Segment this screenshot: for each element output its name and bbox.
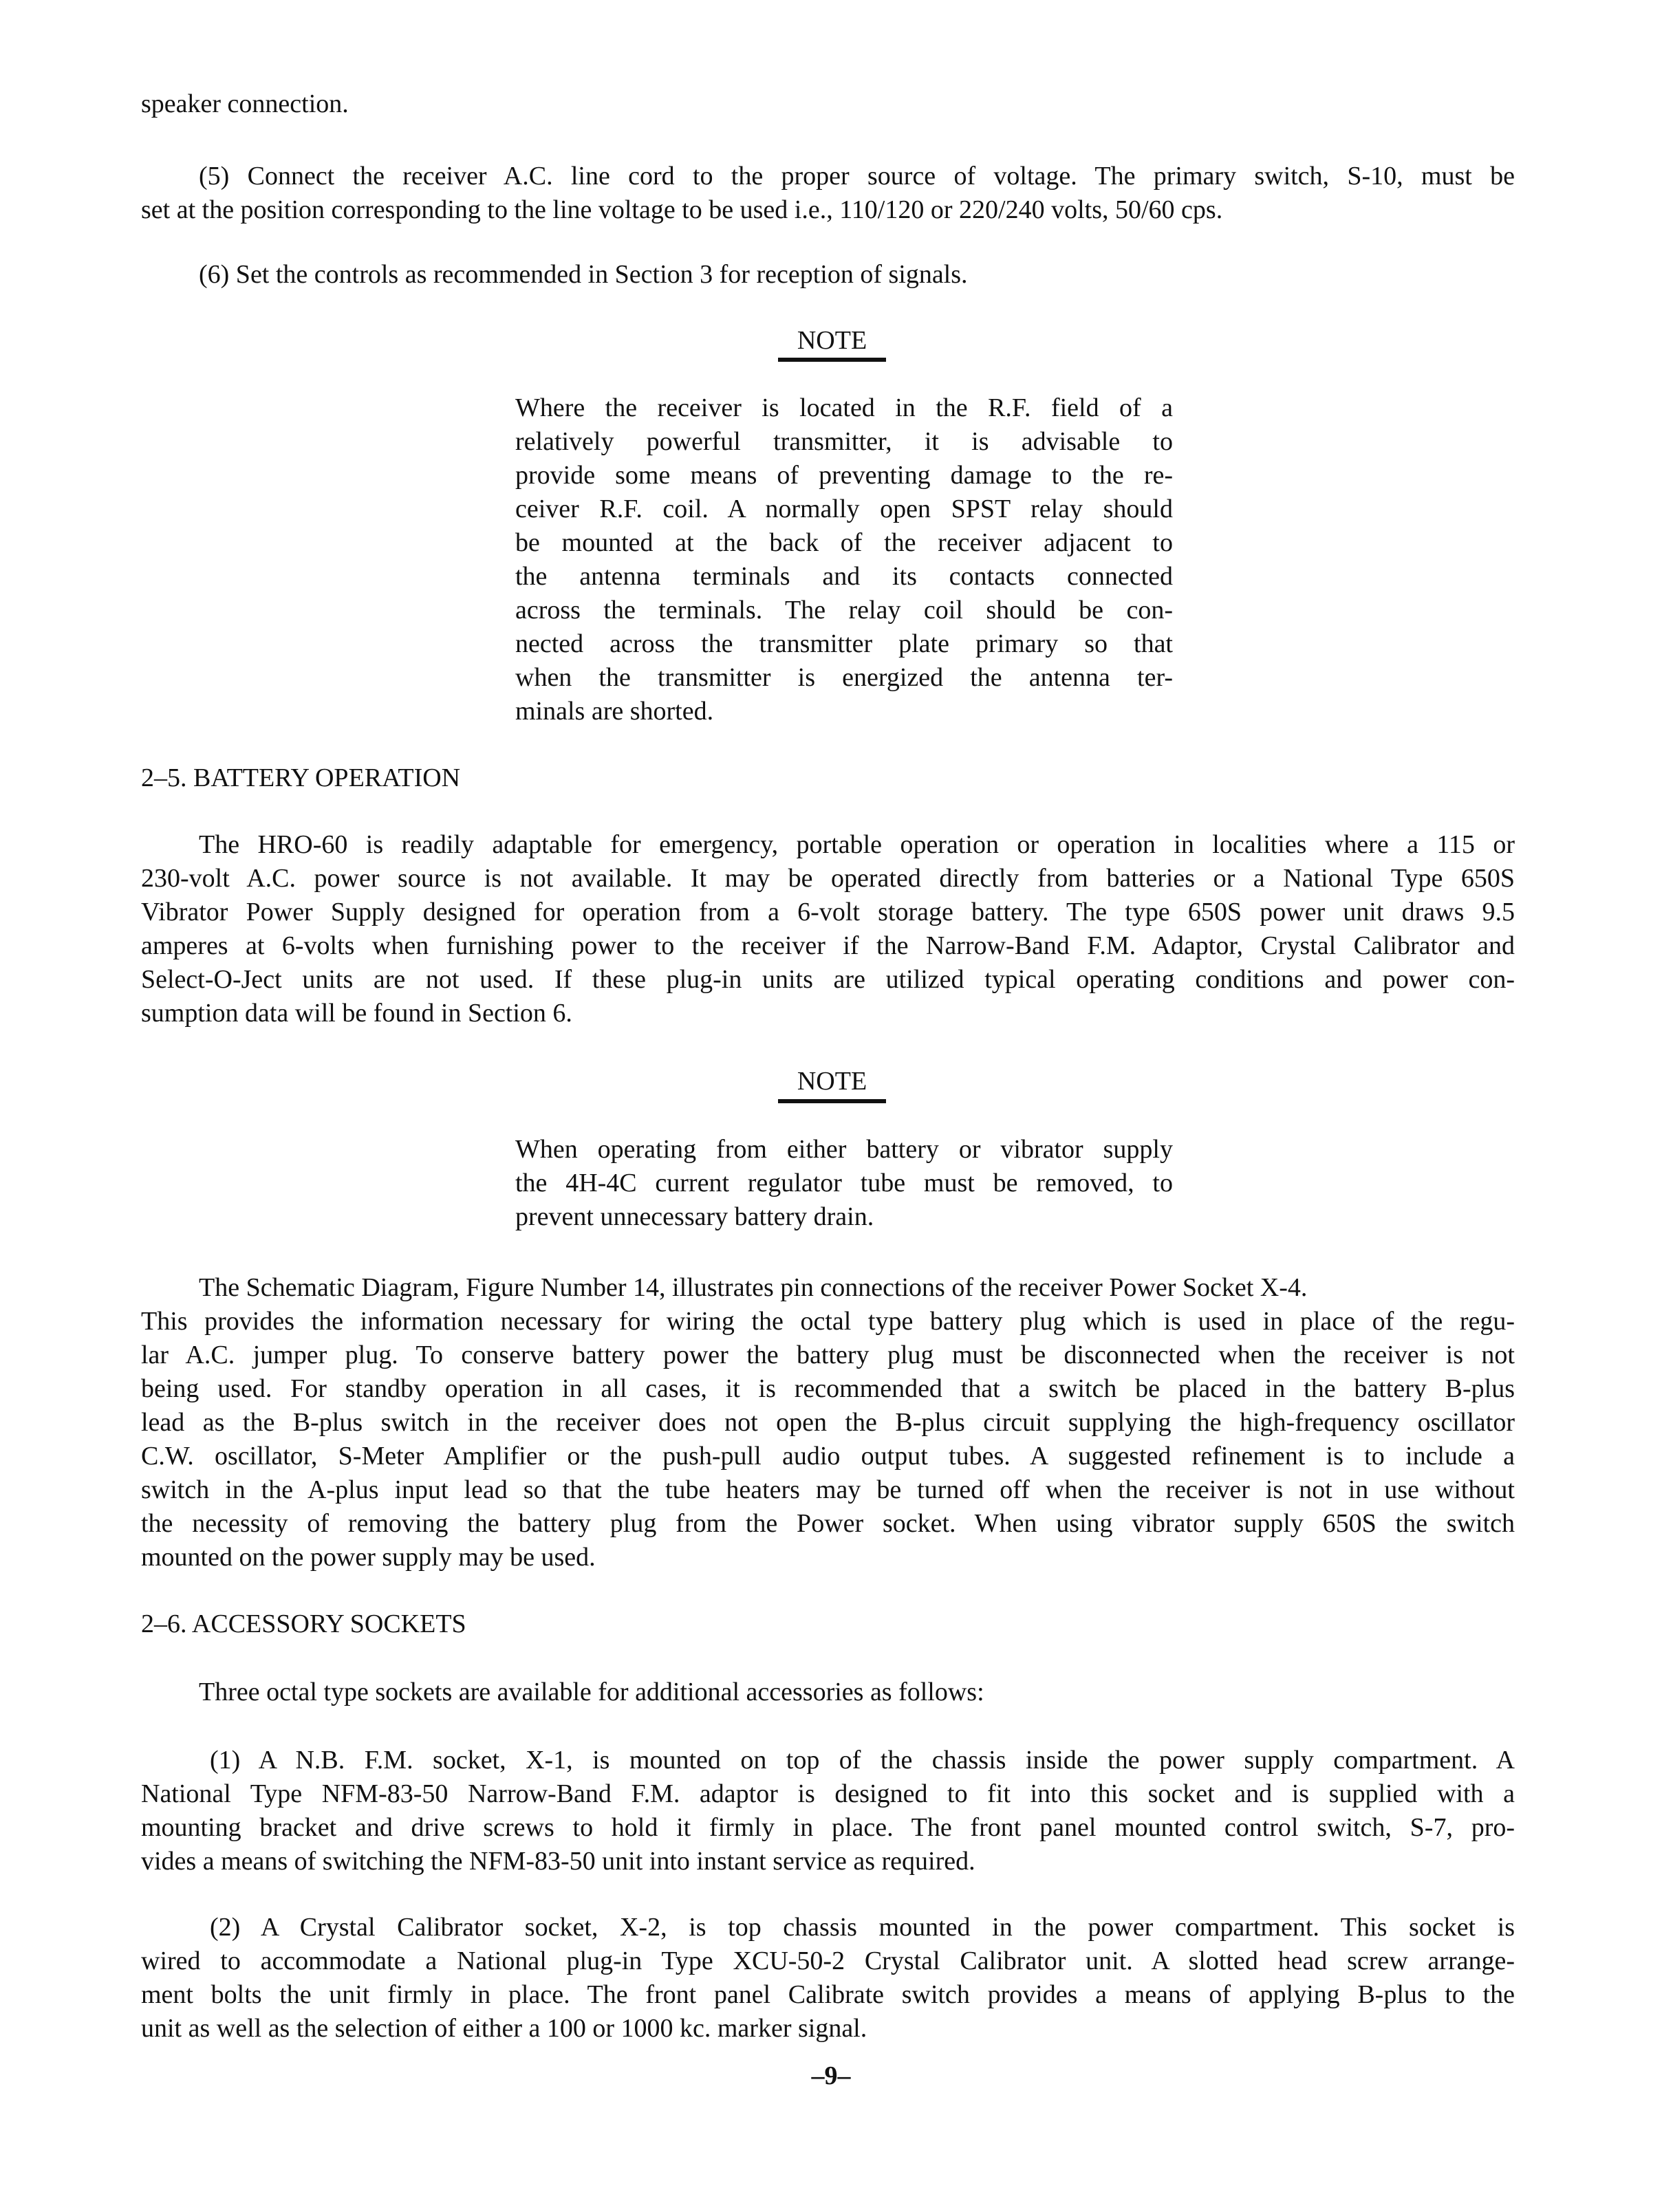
page-number: –9– [811, 2061, 851, 2090]
text-line: relatively powerful transmitter, it is advisable to [515, 427, 1173, 456]
text-line: amperes at 6-volts when furnishing power to the receiver if the Narrow-Band F.M. Adaptor, Crystal Calibrator and [141, 931, 1515, 960]
schematic-paragraph [141, 1271, 1515, 1574]
text-line: provide some means of preventing damage to the re- [515, 461, 1173, 490]
intro-continuation [141, 87, 1515, 121]
text-line: the necessity of removing the battery plug from the Power socket. When using vibrator supply 650S the switch [141, 1509, 1515, 1538]
text-line: This provides the information necessary for wiring the octal type battery plug which is used in place of the regu- [141, 1307, 1515, 1336]
text-line: unit as well as the selection of either a 100 or 1000 kc. marker signal. [141, 2014, 867, 2043]
text-line: Three octal type sockets are available for additional accessories as follows: [199, 1678, 984, 1706]
text-line: The Schematic Diagram, Figure Number 14, illustrates pin connections of the receiver Power Socket X-4. [199, 1273, 1308, 1302]
section-heading-accessory-sockets: 2–6. ACCESSORY SOCKETS [141, 1609, 466, 1638]
note-1-body [515, 391, 1173, 728]
text-line: wired to accommodate a National plug-in Type XCU-50-2 Crystal Calibrator unit. A slotted head screw arrange- [141, 1947, 1515, 1975]
accessory-item-2 [141, 1911, 1515, 2046]
section-heading-battery-operation: 2–5. BATTERY OPERATION [141, 763, 461, 792]
text-line: prevent unnecessary battery drain. [515, 1202, 874, 1231]
text-line: lead as the B-plus switch in the receiver does not open the B-plus circuit supplying the high-frequency oscillator [141, 1408, 1515, 1437]
text-line: mounted on the power supply may be used. [141, 1543, 596, 1572]
text-line: The HRO-60 is readily adaptable for emergency, portable operation or operation in localities where a 115 or [199, 830, 1515, 859]
text-line: the 4H-4C current regulator tube must be removed, to [515, 1169, 1173, 1197]
note-2-title: NOTE [797, 1067, 867, 1096]
text-line: (2) A Crystal Calibrator socket, X-2, is top chassis mounted in the power compartment. This socket is [210, 1913, 1515, 1942]
text-line: across the terminals. The relay coil should be con- [515, 596, 1173, 625]
text-line: mounting bracket and drive screws to hold it firmly in place. The front panel mounted control switch, S-7, pro- [141, 1813, 1515, 1842]
text-line: lar A.C. jumper plug. To conserve battery power the battery plug must be disconnected when the receiver is not [141, 1341, 1515, 1369]
step-5-paragraph [141, 160, 1515, 227]
note-1-title: NOTE [797, 326, 867, 355]
text-line: speaker connection. [141, 89, 349, 118]
text-line: be mounted at the back of the receiver adjacent to [515, 528, 1173, 557]
note-2-body [515, 1133, 1173, 1234]
accessory-item-1 [141, 1744, 1515, 1878]
text-line: Where the receiver is located in the R.F. field of a [515, 393, 1173, 422]
battery-operation-paragraph [141, 828, 1515, 1030]
text-line: the antenna terminals and its contacts connected [515, 562, 1173, 591]
text-line: C.W. oscillator, S-Meter Amplifier or the push-pull audio output tubes. A suggested refinement is to include a [141, 1442, 1515, 1471]
text-line: sumption data will be found in Section 6. [141, 999, 572, 1028]
text-line: (1) A N.B. F.M. socket, X-1, is mounted on top of the chassis inside the power supply compartment. A [210, 1746, 1515, 1775]
text-line: ment bolts the unit firmly in place. The front panel Calibrate switch provides a means of applying B-plus to the [141, 1980, 1515, 2009]
step-6-paragraph [141, 258, 1515, 292]
text-line: set at the position corresponding to the line voltage to be used i.e., 110/120 or 220/240 volts, 50/60 cps. [141, 195, 1223, 224]
text-line: switch in the A-plus input lead so that the tube heaters may be turned off when the receiver is not in use without [141, 1475, 1515, 1504]
text-line: nected across the transmitter plate primary so that [515, 629, 1173, 658]
accessory-intro-paragraph [141, 1676, 1515, 1709]
note-1-underline [778, 358, 886, 362]
text-line: when the transmitter is energized the antenna ter- [515, 663, 1173, 692]
text-line: ceiver R.F. coil. A normally open SPST relay should [515, 495, 1173, 523]
text-line: 230-volt A.C. power source is not available. It may be operated directly from batteries or a National Type 650S [141, 864, 1515, 893]
text-line: minals are shorted. [515, 697, 714, 726]
text-line: Vibrator Power Supply designed for operation from a 6-volt storage battery. The type 650S power unit draws 9.5 [141, 898, 1515, 926]
text-line: (5) Connect the receiver A.C. line cord to the proper source of voltage. The primary switch, S-10, must be [199, 162, 1515, 191]
text-line: (6) Set the controls as recommended in Section 3 for reception of signals. [199, 260, 968, 289]
text-line: vides a means of switching the NFM-83-50 unit into instant service as required. [141, 1847, 975, 1876]
text-line: being used. For standby operation in all cases, it is recommended that a switch be placed in the battery B-plus [141, 1374, 1515, 1403]
text-line: Select-O-Ject units are not used. If these plug-in units are utilized typical operating conditions and power con- [141, 965, 1515, 994]
note-2-underline [778, 1099, 886, 1103]
text-line: National Type NFM-83-50 Narrow-Band F.M. adaptor is designed to fit into this socket and is supplied with a [141, 1779, 1515, 1808]
text-line: When operating from either battery or vibrator supply [515, 1135, 1173, 1164]
